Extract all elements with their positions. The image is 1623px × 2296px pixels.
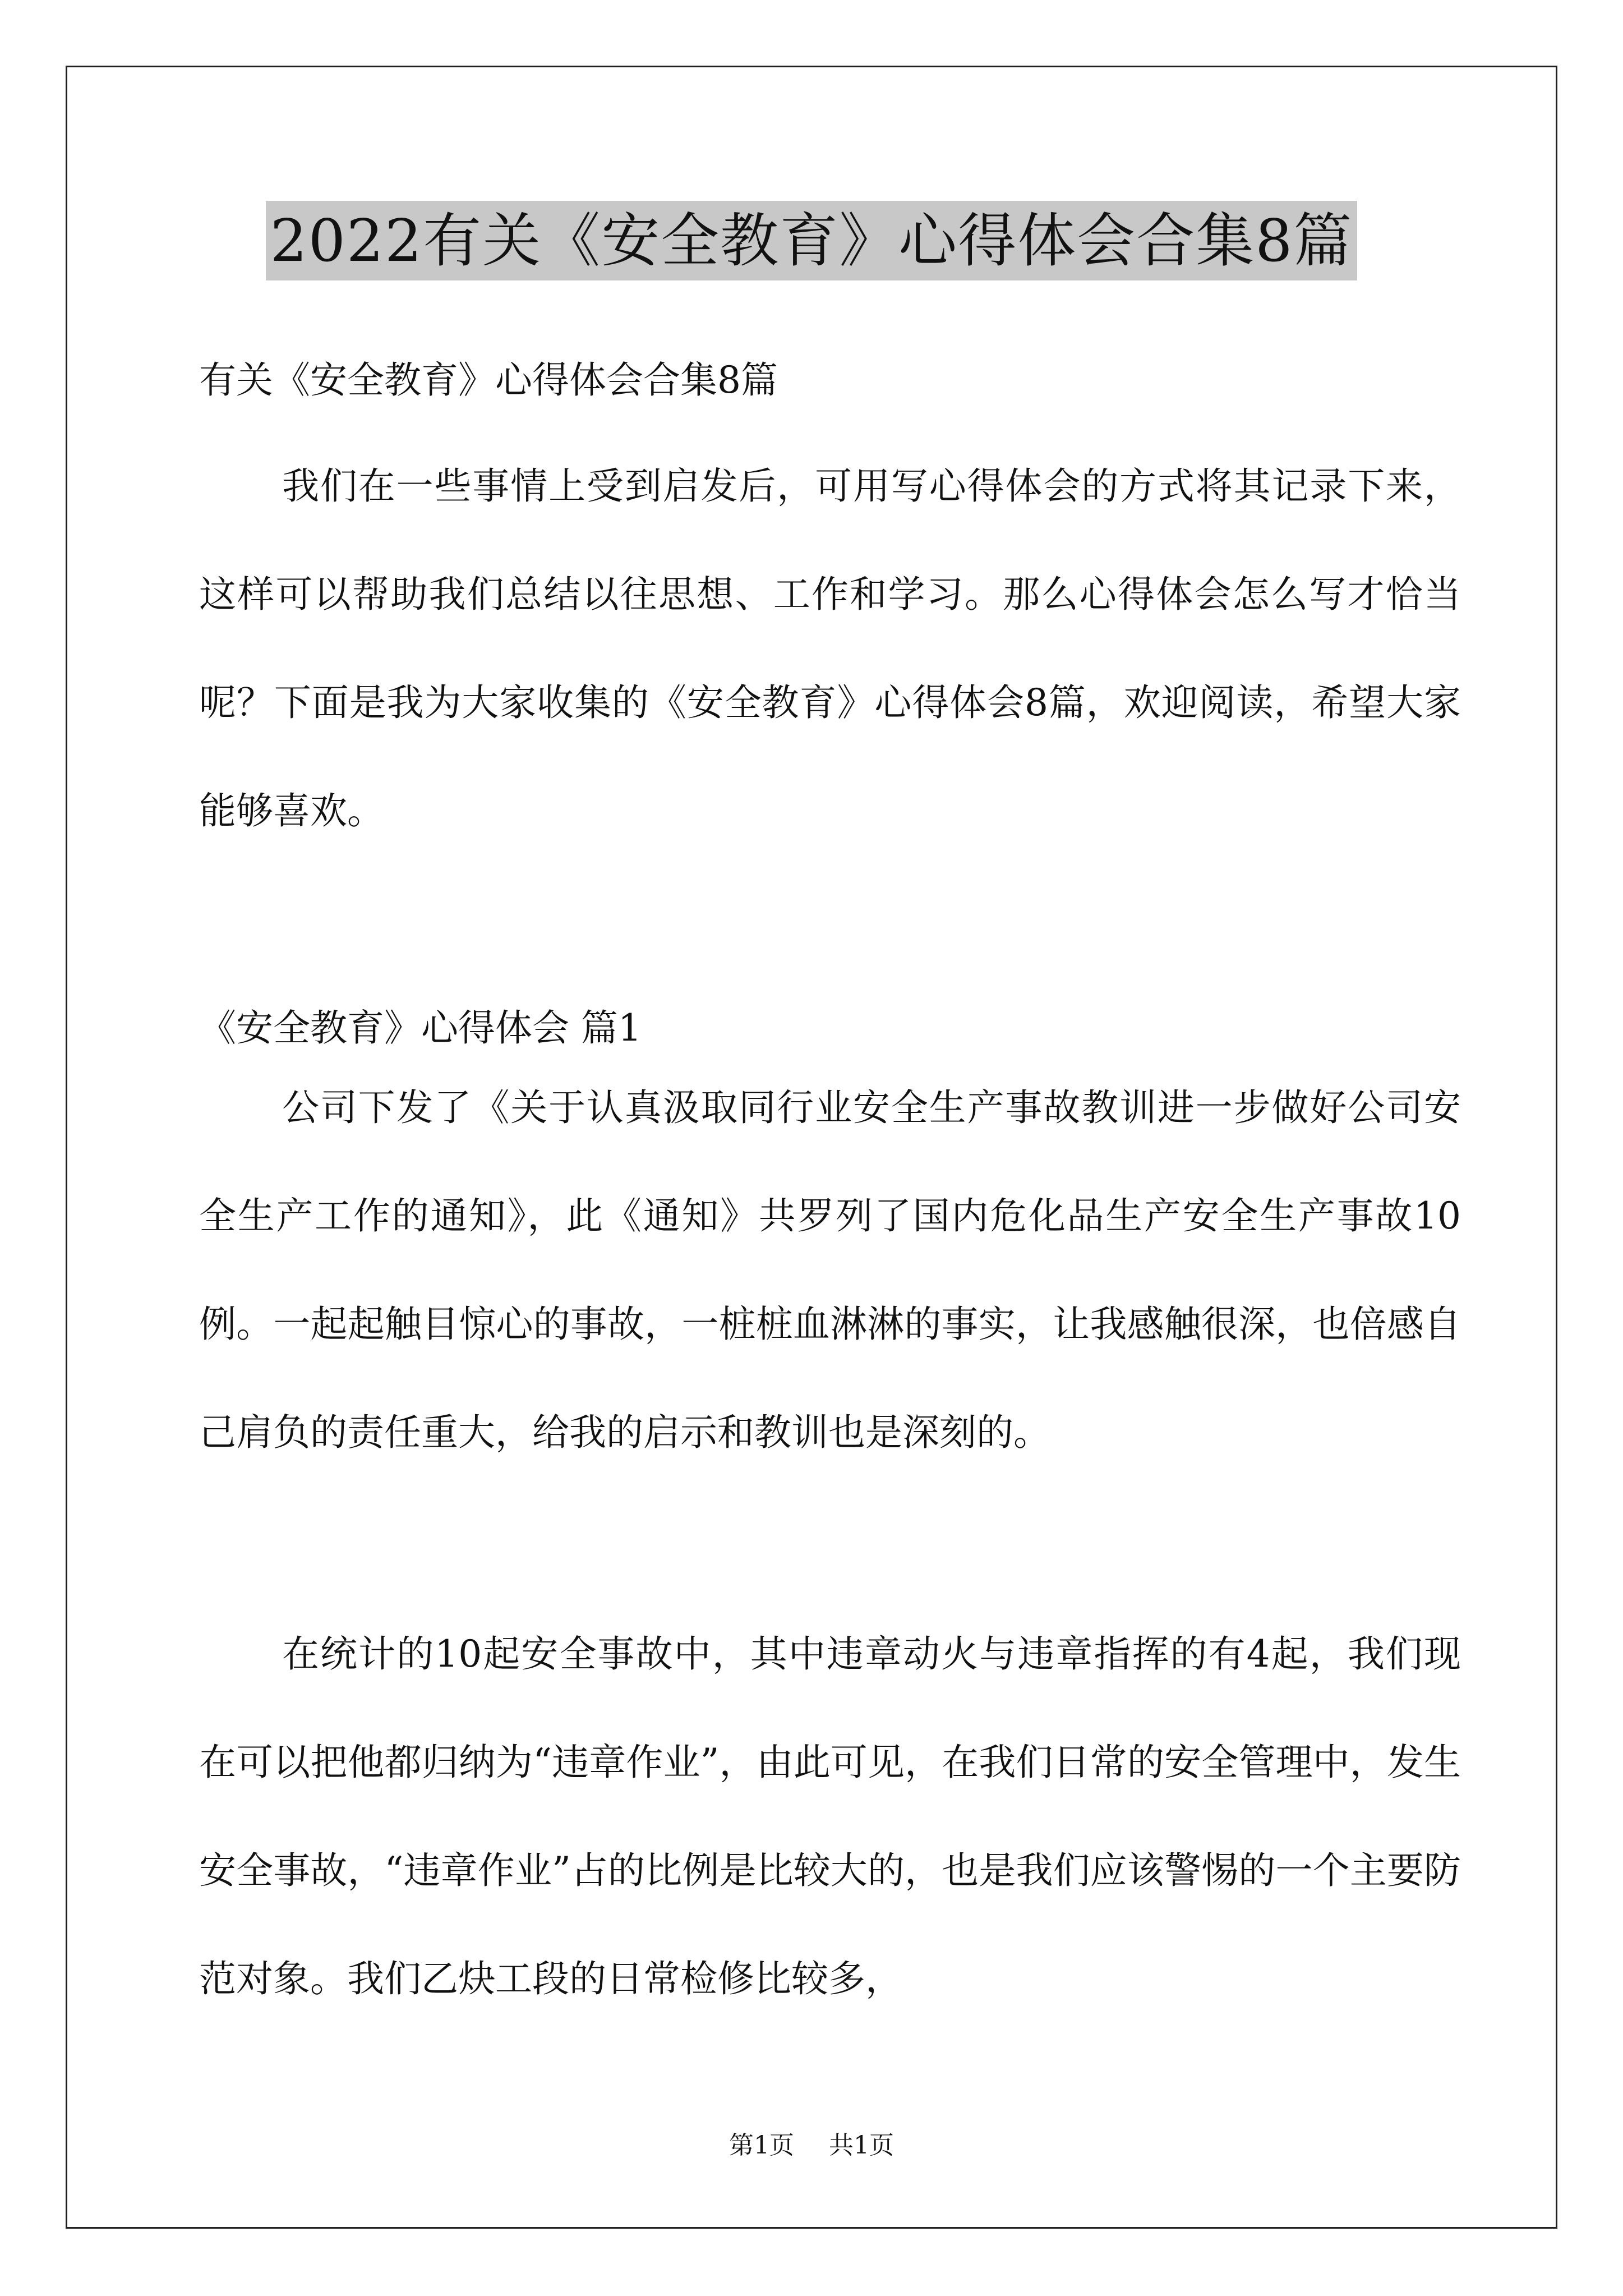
document-title: 2022有关《安全教育》心得体会合集8篇	[266, 201, 1358, 280]
body-paragraph-2: 在统计的10起安全事故中，其中违章动火与违章指挥的有4起，我们现在可以把他都归纳为“违章作业”，由此可见，在我们日常的安全管理中，发生安全事故，“违章作业”占的比例是比较大的，也是我们应该警惕的一个主要防范对象。我们乙炔工段的日常检修比较多，	[199, 1632, 1461, 2000]
page-footer	[0, 2130, 1623, 2161]
page-total: 共1页	[829, 2131, 894, 2160]
section-heading: 《安全教育》心得体会 篇1	[199, 1006, 642, 1050]
document-subtitle: 有关《安全教育》心得体会合集8篇	[199, 358, 778, 402]
intro-paragraph: 我们在一些事情上受到启发后，可用写心得体会的方式将其记录下来，这样可以帮助我们总结以往思想、工作和学习。那么心得体会怎么写才恰当呢？下面是我为大家收集的《安全教育》心得体会8篇，欢迎阅读，希望大家能够喜欢。	[199, 464, 1461, 832]
body-paragraph-1: 公司下发了《关于认真汲取同行业安全生产事故教训进一步做好公司安全生产工作的通知》，此《通知》共罗列了国内危化品生产安全生产事故10例。一起起触目惊心的事故，一桩桩血淋淋的事实，让我感触很深，也倍感自己肩负的责任重大，给我的启示和教训也是深刻的。	[199, 1086, 1461, 1454]
title-container	[0, 201, 1623, 280]
page-number: 第1页	[729, 2131, 794, 2160]
